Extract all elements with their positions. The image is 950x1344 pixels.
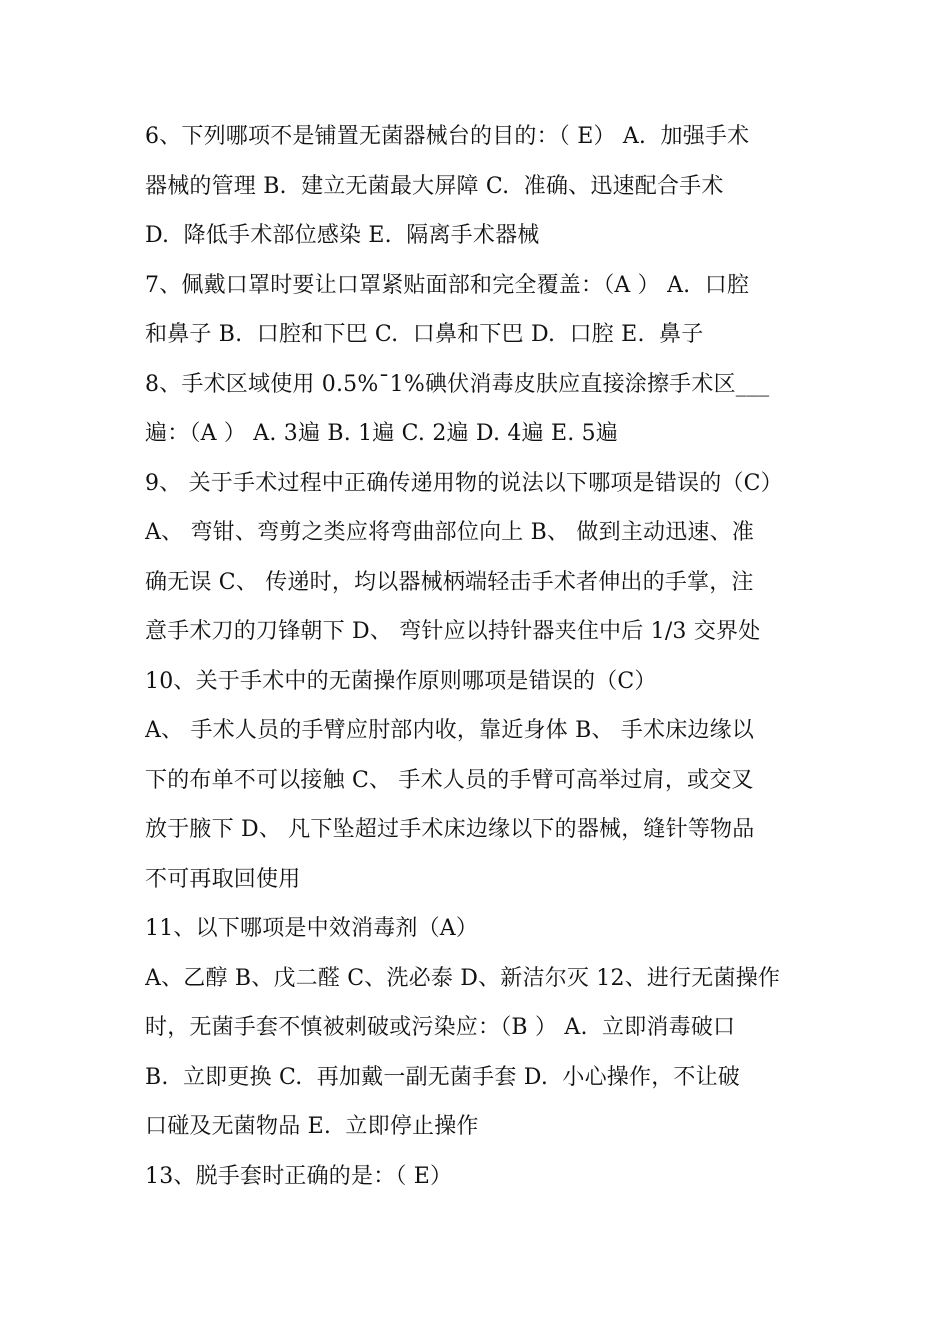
text-line: 7、佩戴口罩时要让口罩紧贴面部和完全覆盖：（A ） A. 口腔	[145, 272, 750, 298]
text-line: 6、下列哪项不是铺置无菌器械台的目的：（ E） A. 加强手术	[145, 124, 750, 149]
text-line: 遍：（A ） A. 3遍 B. 1遍 C. 2遍 D. 4遍 E. 5遍	[145, 421, 618, 446]
text-line: 下的布单不可以接触 C、 手术人员的手臂可高举过肩，或交叉	[145, 767, 754, 793]
text-line: 13、脱手套时正确的是：（ E）	[145, 1163, 453, 1189]
text-line: 放于腋下 D、 凡下坠超过手术床边缘以下的器械，缝针等物品	[145, 817, 755, 842]
text-line: 和鼻子 B. 口腔和下巴 C. 口鼻和下巴 D. 口腔 E. 鼻子	[145, 322, 704, 347]
text-line: 10、关于手术中的无菌操作原则哪项是错误的（C）	[145, 668, 657, 694]
text-line: 时，无菌手套不慎被刺破或污染应：（B ） A. 立即消毒破口	[145, 1015, 736, 1040]
text-line: A、乙醇 B、戊二醛 C、洗必泰 D、新洁尔灭 12、进行无菌操作	[145, 965, 781, 991]
text-line: 口碰及无菌物品 E. 立即停止操作	[145, 1114, 479, 1139]
text-line: A、 手术人员的手臂应肘部内收，靠近身体 B、 手术床边缘以	[145, 718, 755, 743]
text-line: 9、 关于手术过程中正确传递用物的说法以下哪项是错误的（C）	[145, 470, 783, 496]
text-line: 不可再取回使用	[145, 866, 301, 892]
question-text-block	[145, 112, 810, 1201]
text-line: 器械的管理 B. 建立无菌最大屏障 C. 准确、迅速配合手术	[145, 173, 724, 199]
text-line: 8、手术区域使用 0.5%¯1%碘伏消毒皮肤应直接涂擦手术区___	[145, 371, 770, 397]
text-line: D. 降低手术部位感染 E. 隔离手术器械	[145, 223, 540, 248]
text-line: A、 弯钳、弯剪之类应将弯曲部位向上 B、 做到主动迅速、准	[145, 520, 755, 545]
text-line: B. 立即更换 C. 再加戴一副无菌手套 D. 小心操作，不让破	[145, 1064, 740, 1090]
text-line: 意手术刀的刀锋朝下 D、 弯针应以持针器夹住中后 1/3 交界处	[145, 619, 761, 644]
text-line: 11、以下哪项是中效消毒剂（A）	[145, 916, 479, 941]
text-line: 确无误 C、 传递时，均以器械柄端轻击手术者伸出的手掌，注	[145, 569, 754, 595]
